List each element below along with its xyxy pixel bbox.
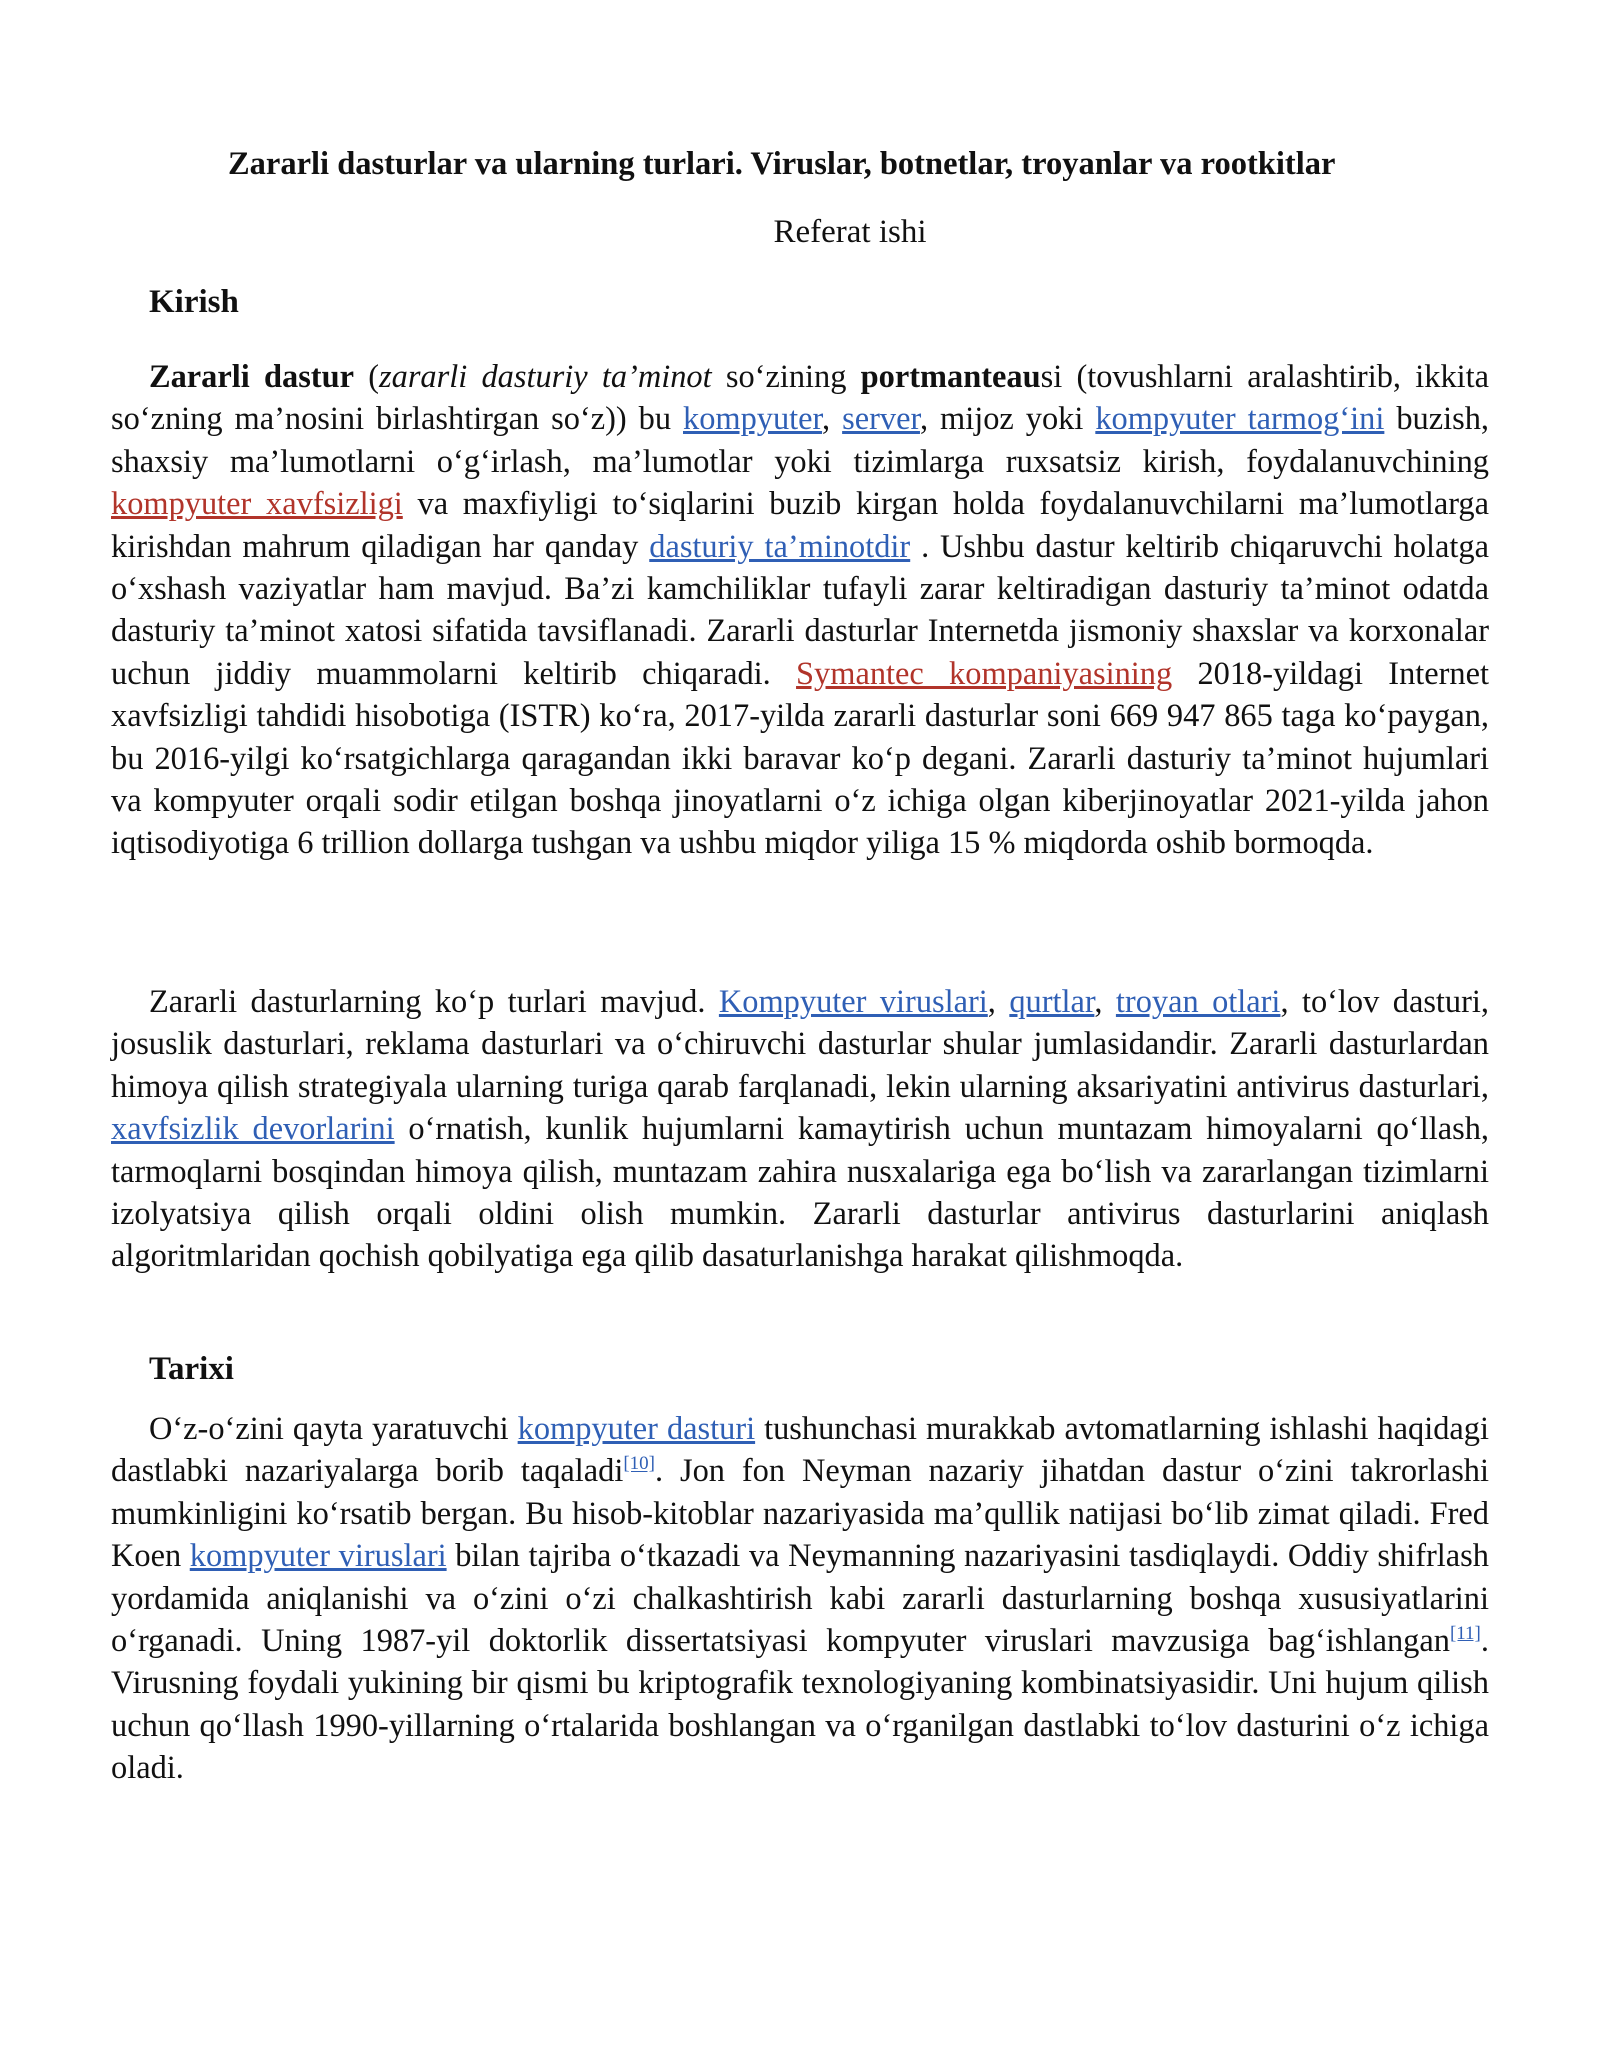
term-bold: portmanteau [860,359,1041,395]
text-run: . Jon fon Neyman nazariy jihatdan dastur o‘zini takrorlashi mumkinligini ko‘rsatib bergan. Bu hisob-kitoblar nazariyasida ma’qullik natijasi bo‘lib zimat qiladi. Fred Koen [111,1453,1489,1575]
text-run: so‘zining [711,359,861,395]
link-server[interactable]: server [842,401,920,438]
document-title: Zararli dasturlar va ularning turlari. Viruslar, botnetlar, troyanlar va rootkitlar [228,146,1336,182]
footnote-ref-11 [1450,1623,1481,1644]
link-troyan-otlari[interactable]: troyan otlari [1115,984,1281,1020]
term-italic: zararli dasturiy ta’minot [379,359,712,395]
term-bold: Zararli dastur [149,359,354,395]
text-run: 2018-yildagi Internet xavfsizligi tahdidi hisobotiga (ISTR) ko‘ra, 2017-yilda zararli dasturlar soni 669 947 865 taga ko‘paygan, bu 2016-yilgi ko‘rsatgichlarga qaragandan ikki baravar ko‘p degani. Zararli dasturiy ta’minot hujumlari va kompyuter orqali sodir etilgan boshqa jinoyatlarni o‘z ichiga olgan kiberjinoyatlar 2021-yilda jahon iqtisodiyotiga 6 trillion dollarga tushgan va ushbu miqdor yiliga 15 % miqdorda oshib bormoqda. [111,655,1490,862]
intro-paragraph-2 [111,981,1489,1278]
text-run: si (tovushlarni aralashtirib, ikkita so‘zning ma’nosini birlashtirgan so‘z)) bu [111,359,1490,438]
link-kompyuter-tarmogini[interactable]: kompyuter tarmog‘ini [1095,401,1385,438]
text-run: tushunchasi murakkab avtomatlarning ishlashi haqidagi dastlabki nazariyalarga borib taqaladi [111,1411,1489,1490]
link-kompyuter-xavfsizligi[interactable]: kompyuter xavfsizligi [111,486,403,523]
text-run: va maxfiyligi to‘siqlarini buzib kirgan holda foydalanuvchilarni ma’lumotlarga kirishdan mahrum qiladigan har qanday [111,486,1489,565]
text-run: ( [353,359,380,395]
text-run: Zararli dasturlarning ko‘p turlari mavjud. [149,984,719,1020]
text-run: . Ushbu dastur keltirib chiqaruvchi holatga o‘xshash vaziyatlar ham mavjud. Ba’zi kamchiliklar tufayli zarar keltiradigan dasturiy ta’minot odatda dasturiy ta’minot xatosi sifatida tavsiflanadi. Zararli dasturlar Internetda jismoniy shaxslar va korxonalar uchun jiddiy muammolarni keltirib chiqaradi. [111,528,1490,692]
link-kompyuter-viruslari-2[interactable]: kompyuter viruslari [189,1538,447,1575]
footnote-link-10[interactable]: [10] [623,1453,655,1475]
link-dasturiy-taminotdir[interactable]: dasturiy ta’minotdir [649,528,911,565]
section-heading-tarixi: Tarixi [149,1351,234,1387]
link-kompyuter-dasturi[interactable]: kompyuter dasturi [517,1411,756,1447]
text-run: . Virusning foydali yukining bir qismi bu kriptografik texnologiyaning kombinatsiyasidir. Uni hujum qilish uchun qo‘llash 1990-yillarning o‘rtalarida boshlangan va o‘rganilgan dastlabki to‘lov dasturini o‘z ichiga oladi. [111,1623,1489,1787]
text-run: , [822,401,843,438]
link-kompyuter[interactable]: kompyuter [683,401,823,438]
footnote-link-11[interactable]: [11] [1449,1623,1481,1645]
link-qurtlar[interactable]: qurtlar [1009,984,1095,1020]
text-run: o‘rnatish, kunlik hujumlarni kamaytirish uchun muntazam himoyalarni qo‘llash, tarmoqlarni bosqindan himoya qilish, muntazam zahira nusxalariga ega bo‘lish va zararlangan tizimlarni izolyatsiya qilish orqali oldini olish mumkin. Zararli dasturlar antivirus dasturlarini aniqlash algoritmlaridan qochish qobilyatiga ega qilib dasaturlanishga harakat qilishmoqda. [111,1111,1489,1275]
text-run: O‘z-o‘zini qayta yaratuvchi [149,1411,518,1447]
text-run: , [1094,984,1116,1020]
link-xavfsizlik-devorlarini[interactable]: xavfsizlik devorlarini [111,1111,395,1148]
text-run: bilan tajriba o‘tkazadi va Neymanning nazariyasini tasdiqlaydi. Oddiy shifrlash yordamida aniqlanishi va o‘zini o‘zi chalkashtirish kabi zararli dasturlarning boshqa xususiyatlarini o‘rganadi. Uning 1987-yil doktorlik dissertatsiyasi kompyuter viruslari mavzusiga bag‘ishlangan [111,1538,1489,1660]
text-run: , to‘lov dasturi, josuslik dasturlari, reklama dasturlari va o‘chiruvchi dasturlar shular jumlasidandir. Zararli dasturlardan himoya qilish strategiyala ularning turiga qarab farqlanadi, lekin ularning aksariyatini antivirus dasturlari, [111,984,1490,1105]
link-kompyuter-viruslari[interactable]: Kompyuter viruslari [718,984,988,1020]
text-run: , [987,984,1010,1020]
section-heading-kirish: Kirish [149,284,239,320]
footnote-ref-10 [623,1454,655,1475]
text-run: buzish, shaxsiy ma’lumotlarni o‘g‘irlash, ma’lumotlar yoki tizimlarga ruxsatsiz kirish, foydalanuvchining [111,401,1489,480]
text-run: , mijoz yoki [919,401,1096,438]
link-symantec[interactable]: Symantec kompaniyasining [796,655,1173,692]
document-subtitle: Referat ishi [773,214,927,250]
intro-paragraph-1 [111,356,1489,865]
history-paragraph-1 [111,1408,1489,1790]
